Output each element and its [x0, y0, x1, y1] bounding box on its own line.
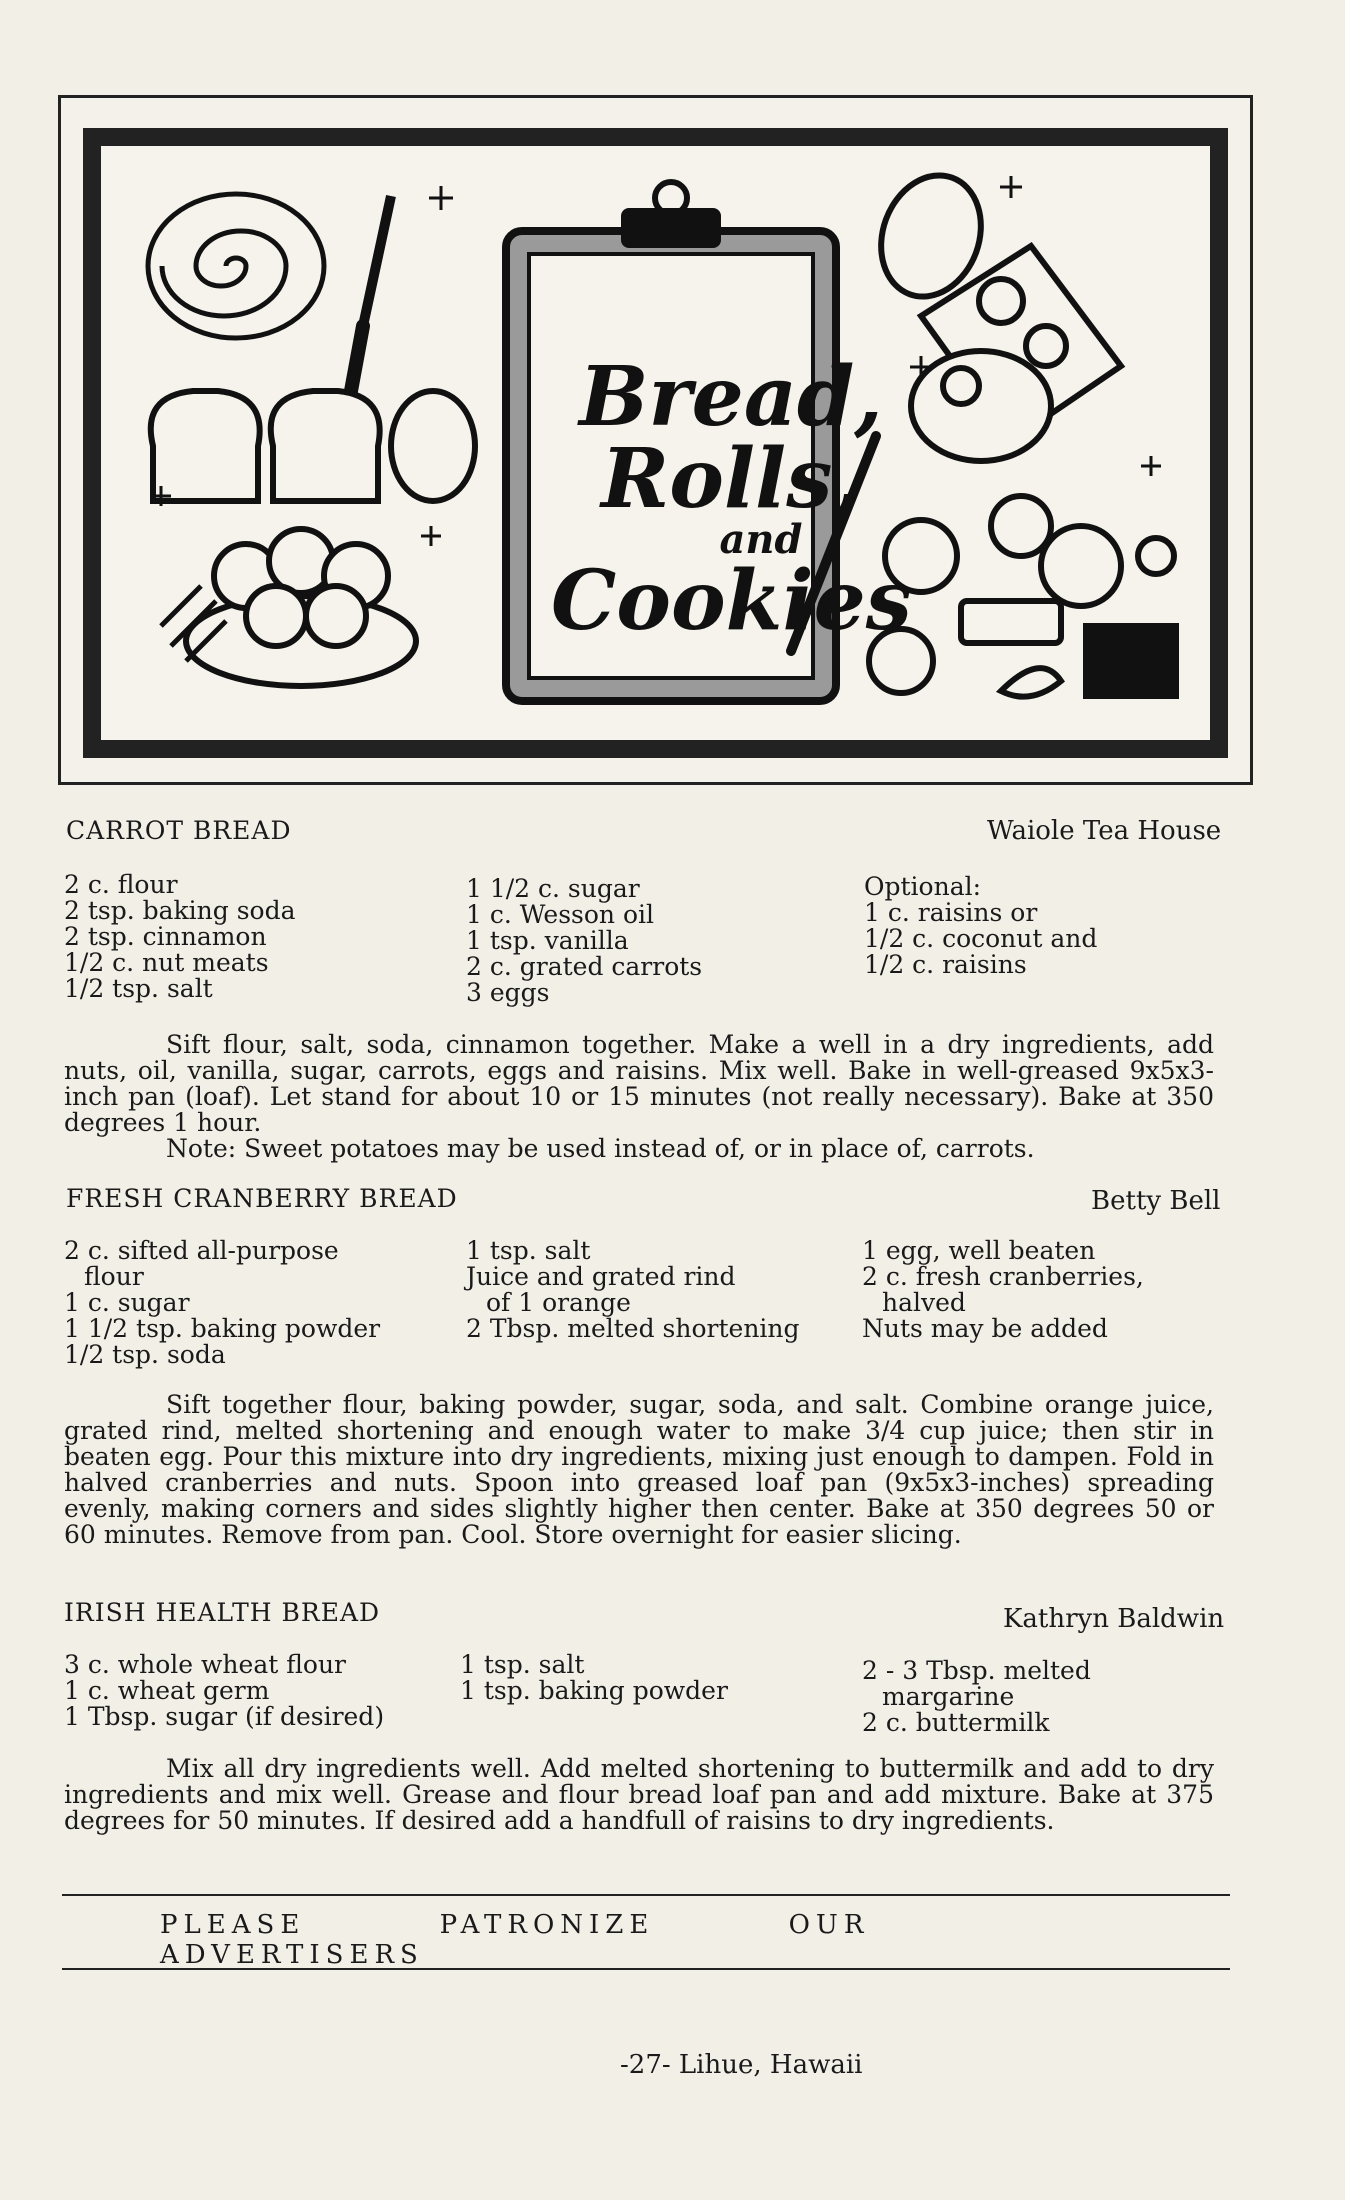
ingredient: 2 c. buttermilk [862, 1708, 1050, 1737]
ingredient: 2 tsp. baking soda [64, 896, 296, 925]
illustration-banner [58, 95, 1253, 785]
ingredients-col1 [64, 1652, 384, 1730]
ingredient: 1 tsp. baking powder [460, 1676, 728, 1705]
ingredient: 2 c. grated carrots [466, 952, 703, 981]
ingredient: margarine [882, 1682, 1015, 1711]
ingredient: 1 c. wheat germ [64, 1676, 270, 1705]
directions-text: Mix all dry ingredients well. Add melted shortening to buttermilk and add to dry ingredients and mix well. Grease and flour bread loaf pan and add mixture. Bake at 375 degrees for 50 minutes. If desired add a handfull of raisins to dry ingredients. [64, 1754, 1214, 1835]
ingredients-col3 [864, 874, 1097, 978]
ingredient: 1 c. raisins or [864, 898, 1038, 927]
ingredient: Optional: [864, 872, 982, 901]
ingredient: 1/2 tsp. salt [64, 974, 213, 1003]
ingredients-col3 [862, 1658, 1091, 1736]
ingredient: 1/2 c. nut meats [64, 948, 269, 977]
ingredient: 1/2 c. coconut and [864, 924, 1098, 953]
ingredient: 3 c. whole wheat flour [64, 1650, 347, 1679]
ingredient: 1 tsp. salt [466, 1236, 591, 1265]
roll-basket-icon [161, 529, 416, 686]
ingredients-col1 [64, 872, 296, 1002]
recipe-title: IRISH HEALTH BREAD [64, 1598, 381, 1627]
ingredient: 2 c. flour [64, 870, 178, 899]
directions-text: Sift flour, salt, soda, cinnamon together. Make a well in a dry ingredients, add nuts, oil, vanilla, sugar, carrots, eggs and raisins. Mix well. Bake in well-greased 9x5x3-inch pan (loaf). Let stand for about 10 or 15 minutes (not really necessary). Bake at 350 degrees 1 hour. [64, 1030, 1214, 1137]
title-and: and [719, 516, 803, 563]
ad-word: ADVERTISERS [160, 1940, 424, 1970]
ingredient: 1 1/2 c. sugar [466, 874, 640, 903]
footer-rule-top [62, 1894, 1230, 1896]
title-bread: Bread, [579, 349, 883, 445]
title-rolls: Rolls, [601, 431, 861, 527]
ingredient: 1 Tbsp. sugar (if desired) [64, 1702, 385, 1731]
ingredient: 2 Tbsp. melted shortening [466, 1314, 800, 1343]
ingredients-col2 [466, 1238, 800, 1342]
ingredient: 1 egg, well beaten [862, 1236, 1096, 1265]
ingredient: Juice and grated rind [466, 1262, 736, 1291]
recipe-source: Waiole Tea House [987, 816, 1222, 846]
recipe-title: CARROT BREAD [66, 816, 292, 845]
recipe-directions [64, 1392, 1214, 1548]
ingredient: 2 c. sifted all-purpose [64, 1236, 339, 1265]
ingredient: 2 c. fresh cranberries, [862, 1262, 1144, 1291]
ingredients-col1 [64, 1238, 380, 1368]
ingredient: halved [882, 1288, 966, 1317]
recipe-note: Note: Sweet potatoes may be used instead of, or in place of, carrots. [166, 1134, 1035, 1163]
ingredient: 1/2 tsp. soda [64, 1340, 226, 1369]
ad-word: OUR [788, 1910, 870, 1940]
recipe-directions [64, 1032, 1214, 1162]
recipe-directions [64, 1756, 1214, 1834]
ingredient: flour [84, 1262, 144, 1291]
footer-rule-bottom [62, 1968, 1230, 1970]
ingredient: 1 tsp. vanilla [466, 926, 629, 955]
ad-word: PATRONIZE [439, 1910, 655, 1940]
ingredient: 1/2 c. raisins [864, 950, 1027, 979]
ingredient: Nuts may be added [862, 1314, 1108, 1343]
recipe-source: Kathryn Baldwin [1003, 1604, 1225, 1634]
ingredient: 1 c. Wesson oil [466, 900, 655, 929]
cookies-icon [869, 496, 1176, 697]
advertisers-banner [160, 1910, 1345, 1970]
ingredients-col3 [862, 1238, 1144, 1342]
ingredient: of 1 orange [486, 1288, 631, 1317]
cinnamon-roll-icon [148, 194, 324, 338]
ingredients-col2 [466, 876, 702, 1006]
directions-text: Sift together flour, baking powder, sugar, soda, and salt. Combine orange juice, grated rind, melted shortening and enough water to make 3/4 cup juice; then stir in beaten egg. Pour this mixture into dry ingredients, mixing just enough to dampen. Fold in halved cranberries and nuts. Spoon into greased loaf pan (9x5x3-inches) spreading evenly, making corners and sides slightly higher then center. Bake at 350 degrees 50 or 60 minutes. Remove from pan. Cool. Store overnight for easier slicing. [64, 1390, 1214, 1549]
recipe-title: FRESH CRANBERRY BREAD [66, 1184, 458, 1213]
ingredient: 2 - 3 Tbsp. melted [862, 1656, 1091, 1685]
bread-slice-icon [151, 391, 475, 501]
knife-icon [351, 196, 391, 391]
page-number: -27- Lihue, Hawaii [620, 2050, 863, 2080]
illustration-title [551, 349, 912, 649]
recipe-source: Betty Bell [1091, 1186, 1221, 1216]
illustration-frame [83, 128, 1228, 758]
ad-word: PLEASE [160, 1910, 306, 1940]
ingredient: 1 c. sugar [64, 1288, 190, 1317]
ingredient: 3 eggs [466, 978, 550, 1007]
ingredient: 1 tsp. salt [460, 1650, 585, 1679]
title-cookies: Cookies [551, 553, 912, 649]
ingredient: 2 tsp. cinnamon [64, 922, 267, 951]
ingredient: 1 1/2 tsp. baking powder [64, 1314, 381, 1343]
ingredients-col2 [460, 1652, 728, 1704]
